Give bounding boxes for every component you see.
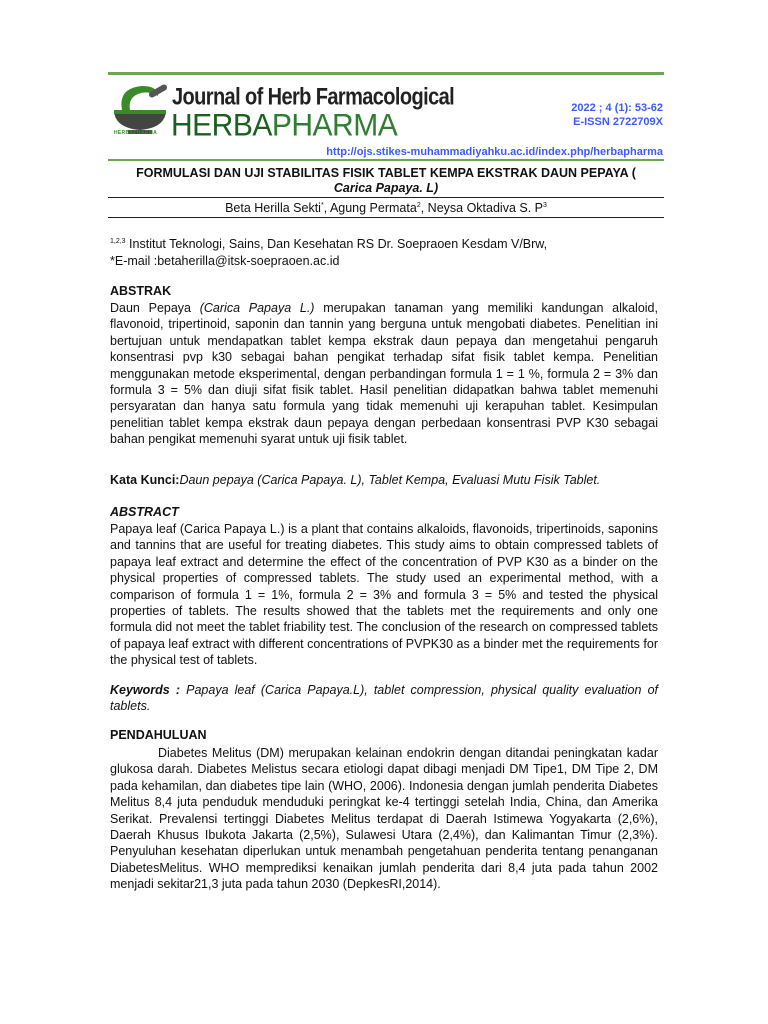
keywords-label: Keywords :: [110, 683, 187, 697]
logo-label: HERBAPHARMA: [114, 130, 158, 136]
abstrak-lead-italic: (Carica Papaya L.): [199, 301, 315, 315]
issn: E-ISSN 2722709X: [573, 116, 663, 128]
affiliation-sup: 1,2,3: [110, 237, 126, 245]
authors-line: [108, 201, 664, 215]
journal-url-link[interactable]: http://ojs.stikes-muhammadiyahku.ac.id/index.php/herbapharma: [326, 146, 663, 158]
title-rule-top: [108, 197, 664, 198]
journal-brand-herba: HERBA: [171, 108, 272, 143]
abstrak-body: [110, 300, 658, 448]
author-2-sup: 2: [416, 201, 421, 209]
author-2: , Agung Permata: [323, 201, 417, 215]
abstrak-heading: ABSTRAK: [110, 284, 172, 298]
pendahuluan-body: [110, 745, 658, 893]
journal-brand-pharma: PHARMA: [271, 108, 398, 143]
article-title-main: FORMULASI DAN UJI STABILITAS FISIK TABLET KEMPA EKSTRAK DAUN PEPAYA (: [136, 166, 636, 180]
kata-kunci-label: Kata Kunci:: [110, 473, 180, 487]
article-title-species: Carica Papaya. L): [333, 181, 439, 195]
volume-info: [571, 101, 663, 129]
header-top-rule: [108, 72, 664, 75]
kata-kunci: [110, 472, 658, 488]
pendahuluan-text: Diabetes Melitus (DM) merupakan kelainan endokrin dengan ditandai peningkatan kadar glukosa darah. Diabetes Melistus secara etiologi dapat dibagi menjadi DM Tipe1, DM Tipe 2, DM pada kehamilan, dan diabetes tipe lain (WHO, 2006). Indonesia dengan jumlah penderita Diabetes Melitus 8,4 juta penduduk menduduki peringkat ke-4 tertinggi setelah India, China, dan Amerika Serikat. Prevalensi tertinggi Diabetes Melitus terdapat di Daerah Istimewa Yogyakarta (2,6%), Daerah Khusus Ibukota Jakarta (2,5%), Sulawesi Utara (2,4%), dan Kalimantan Timur (2,3%). Penyuluhan kesehatan diperlukan untuk menambah pengetahuan penderita tentang penanganan DiabetesMelitus. WHO memprediksi kenaikan jumlah penderita dari 8,4 juta pada tahun 2002 menjadi sekitar21,3 juta pada tahun 2030 (DepkesRI,2014).: [110, 746, 658, 892]
abstract-text: Papaya leaf (Carica Papaya L.) is a plant that contains alkaloids, flavonoids, tripertinoids, saponins and tannins that are useful for treating diabetes. This study aims to obtain compressed tablets of papaya leaf extract and determine the effect of the concentration of PVP K30 as a binder on the physical properties of compressed tablets. The study used an experimental method, with a comparison of formula 1 = 1%, formula 2 = 3% and formula 3 = 5% and tested the physical properties of tablets. The results showed that the tablets met the requirements and only one formula did not meet the tablet friability test. The conclusion of the research on compressed tablets of papaya leaf extract with different concentrations of PVPK30 as a binder met the requirements for the physical test of tablets.: [110, 522, 658, 668]
volume-issue: 2022 ; 4 (1): 53-62: [571, 102, 663, 114]
affiliation-institution: Institut Teknologi, Sains, Dan Kesehatan RS Dr. Soepraoen Kesdam V/Brw,: [125, 237, 548, 251]
corresponding-email: *E-mail :betaherilla@itsk-soepraoen.ac.id: [110, 254, 340, 268]
abstrak-lead: Daun Pepaya: [110, 301, 200, 315]
header-bottom-rule: [108, 159, 664, 161]
abstract-body: [110, 521, 658, 669]
author-3: , Neysa Oktadiva S. P: [420, 201, 543, 215]
abstrak-text: merupakan tanaman yang memiliki kandungan alkaloid, flavonoid, tripertinoid, saponin dan tannin yang berguna untuk mengobati diabetes. Penelitian ini bertujuan untuk mendapatkan tablet kempa ekstrak daun pepaya dan mengetahui pengaruh konsentrasi pvp k30 sebagai bahan pengikat terhadap sifat fisik tablet kempa. Penelitian menggunakan metode eksperimental, dengan perbandingan formula 1 = 1 %, formula 2 = 3% dan formula 3 = 5% dan diuji sifat fisik tablet. Hasil penelitian didapatkan bahwa tablet memenuhi persyaratan dan hanya satu formula yang tidak memenuhi uji kerapuhan tablet. Kesimpulan penelitian tablet kempa ekstrak daun pepaya dengan perbedaan konsentrasi PVP K30 sebagai bahan pengikat memenuhi syarat untuk uji fisik tablet.: [110, 301, 658, 447]
author-1-sup: *: [320, 201, 324, 209]
affiliation: [110, 236, 670, 270]
keywords: [110, 682, 658, 715]
title-rule-bottom: [108, 217, 664, 218]
article-title: [108, 166, 664, 196]
author-3-sup: 3: [543, 201, 547, 209]
author-1: Beta Herilla Sekti: [225, 201, 321, 215]
abstract-heading: ABSTRACT: [110, 505, 179, 519]
journal-brand: [171, 108, 397, 144]
pendahuluan-heading: PENDAHULUAN: [110, 728, 207, 742]
journal-name: Journal of Herb Farmacological: [172, 84, 455, 111]
keywords-text: Papaya leaf (Carica Papaya.L), tablet compression, physical quality evaluation of tablets.: [110, 683, 658, 714]
kata-kunci-text: Daun pepaya (Carica Papaya. L), Tablet Kempa, Evaluasi Mutu Fisik Tablet.: [179, 473, 601, 487]
